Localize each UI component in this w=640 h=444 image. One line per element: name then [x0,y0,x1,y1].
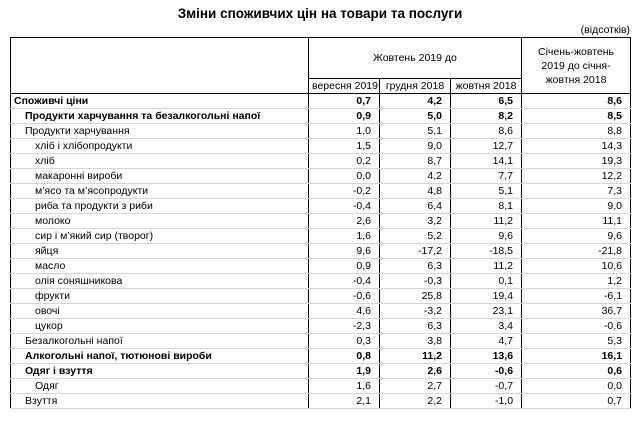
row-value: -0,3 [380,274,451,289]
row-value: 7,3 [522,184,631,199]
table-row [11,259,631,274]
row-value: 6,3 [380,259,451,274]
table-row [11,199,631,214]
table-row [11,334,631,349]
row-value: 0,6 [522,364,631,379]
row-value: -0,6 [309,289,380,304]
row-value: 3,8 [380,334,451,349]
row-value: 5,2 [380,229,451,244]
row-label: цукор [11,319,309,334]
header-ytd: Січень-жовтень 2019 до січня-жовтня 2018 [522,38,631,94]
row-label: Споживчі ціни [11,94,309,109]
table-row [11,124,631,139]
table-row [11,184,631,199]
row-value: 8,2 [451,109,522,124]
row-value: 11,2 [380,349,451,364]
table-row [11,289,631,304]
row-label: макаронні вироби [11,169,309,184]
row-value: 8,7 [380,154,451,169]
row-value: -18,5 [451,244,522,259]
row-value: 4,8 [380,184,451,199]
row-value: -21,8 [522,244,631,259]
row-value: 9,0 [380,139,451,154]
row-value: 8,8 [522,124,631,139]
row-value: -1,0 [451,394,522,409]
row-value: 1,5 [309,139,380,154]
row-value: -0,2 [309,184,380,199]
row-value: 3,4 [451,319,522,334]
row-value: 14,1 [451,154,522,169]
table-title: Зміни споживчих цін на товари та послуги [177,6,463,21]
row-value: 8,6 [522,94,631,109]
row-value: 19,4 [451,289,522,304]
table-row [11,364,631,379]
row-label: Одяг і взуття [11,364,309,379]
price-change-table [10,37,631,409]
row-value: 19,3 [522,154,631,169]
row-value: 1,6 [309,379,380,394]
header-col-sep2019: вересня 2019 [309,79,380,94]
row-value: -2,3 [309,319,380,334]
row-value: 2,7 [380,379,451,394]
row-value: 25,8 [380,289,451,304]
row-value: -0,4 [309,199,380,214]
table-row [11,244,631,259]
table-row [11,274,631,289]
row-label: овочі [11,304,309,319]
table-row [11,319,631,334]
row-label: сир і м’який сир (творог) [11,229,309,244]
row-label: молоко [11,214,309,229]
row-label: Одяг [11,379,309,394]
row-value: 1,6 [309,229,380,244]
row-value: 4,2 [380,169,451,184]
row-label: хліб і хлібопродукти [11,139,309,154]
table-row [11,379,631,394]
row-value: 4,2 [380,94,451,109]
row-value: 8,5 [522,109,631,124]
table-row [11,169,631,184]
table-row [11,304,631,319]
row-value: 0,7 [522,394,631,409]
row-value: 16,1 [522,349,631,364]
row-value: 0,3 [309,334,380,349]
row-value: 11,1 [522,214,631,229]
table-row [11,229,631,244]
row-label: Безалкогольні напої [11,334,309,349]
table-row [11,394,631,409]
row-value: -0,6 [451,364,522,379]
row-value: 6,3 [380,319,451,334]
row-label: масло [11,259,309,274]
row-value: 0,0 [309,169,380,184]
row-value: 2,1 [309,394,380,409]
header-col-dec2018: грудня 2018 [380,79,451,94]
row-value: -0,4 [309,274,380,289]
table-row [11,154,631,169]
row-label: Алкогольні напої, тютюнові вироби [11,349,309,364]
row-label: олія соняшникова [11,274,309,289]
row-value: 8,1 [451,199,522,214]
row-value: 5,1 [380,124,451,139]
table-row [11,94,631,109]
row-value: 9,0 [522,199,631,214]
row-value: 5,3 [522,334,631,349]
row-value: 7,7 [451,169,522,184]
header-col-oct2018: жовтня 2018 [451,79,522,94]
row-value: 11,2 [451,214,522,229]
row-value: 0,9 [309,109,380,124]
row-value: -3,2 [380,304,451,319]
row-value: 1,0 [309,124,380,139]
row-value: -17,2 [380,244,451,259]
table-row [11,349,631,364]
row-value: 8,6 [451,124,522,139]
row-label: риба та продукти з риби [11,199,309,214]
row-value: 2,6 [309,214,380,229]
row-value: 0,2 [309,154,380,169]
unit-label: (відсотків) [580,24,630,36]
row-value: 13,6 [451,349,522,364]
row-value: 5,0 [380,109,451,124]
row-label: Продукти харчування [11,124,309,139]
row-value: -6,1 [522,289,631,304]
table-row [11,214,631,229]
row-value: 9,6 [309,244,380,259]
row-value: 0,7 [309,94,380,109]
row-label: яйця [11,244,309,259]
table-body [11,94,631,409]
row-value: 0,1 [451,274,522,289]
row-value: 2,2 [380,394,451,409]
row-value: 0,0 [522,379,631,394]
row-value: 4,6 [309,304,380,319]
row-value: 2,6 [380,364,451,379]
row-value: 0,9 [309,259,380,274]
row-label: хліб [11,154,309,169]
table-row [11,109,631,124]
table-row [11,139,631,154]
row-value: 10,6 [522,259,631,274]
row-value: 1,9 [309,364,380,379]
row-value: 36,7 [522,304,631,319]
row-value: 12,2 [522,169,631,184]
row-value: 23,1 [451,304,522,319]
row-value: 1,2 [522,274,631,289]
row-label: м’ясо та м’ясопродукти [11,184,309,199]
row-value: -0,6 [522,319,631,334]
row-value: 3,2 [380,214,451,229]
row-value: 12,7 [451,139,522,154]
header-blank [11,38,309,94]
row-value: 14,3 [522,139,631,154]
row-value: 9,6 [522,229,631,244]
row-value: -0,7 [451,379,522,394]
row-label: Продукти харчування та безалкогольні напої [11,109,309,124]
row-value: 6,5 [451,94,522,109]
row-value: 11,2 [451,259,522,274]
header-group: Жовтень 2019 до [309,38,522,79]
row-value: 9,6 [451,229,522,244]
row-label: фрукти [11,289,309,304]
row-label: Взуття [11,394,309,409]
row-value: 4,7 [451,334,522,349]
row-value: 6,4 [380,199,451,214]
row-value: 5,1 [451,184,522,199]
row-value: 0,8 [309,349,380,364]
